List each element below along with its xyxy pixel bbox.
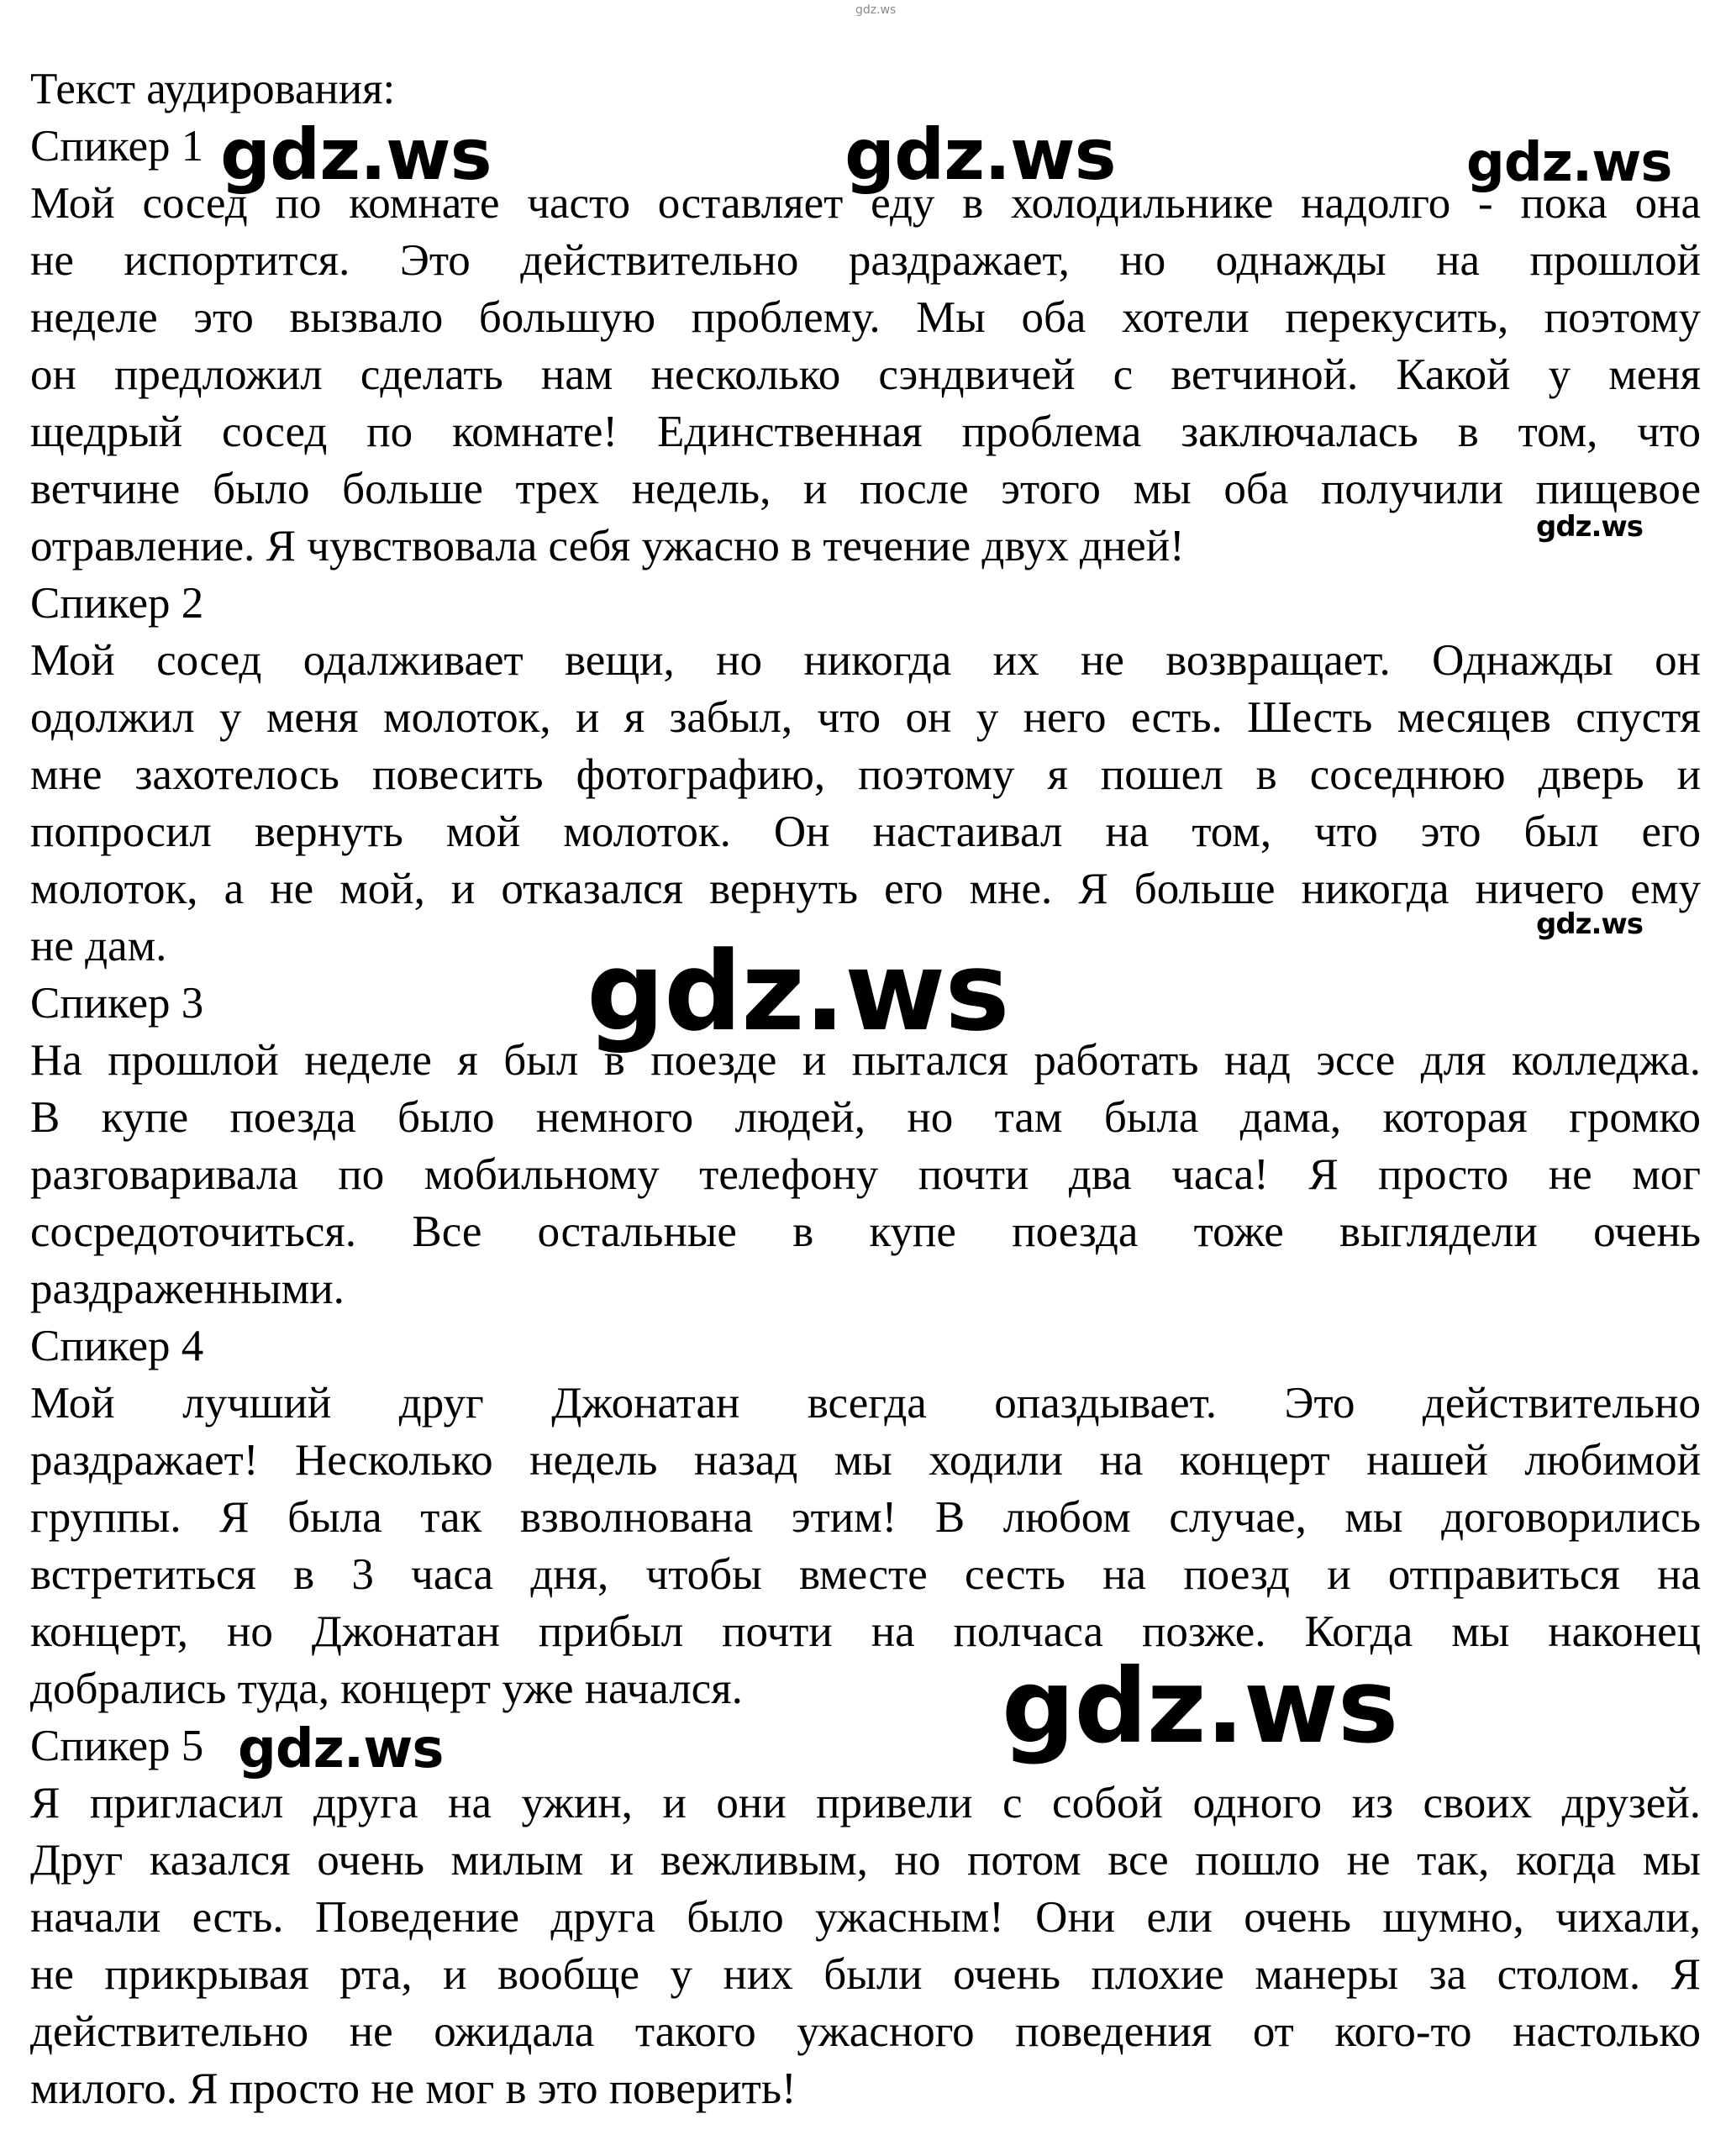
speaker-5-line: Друг казался очень милым и вежливым, но потом все пошло не так, когда мы bbox=[30, 1836, 1701, 1885]
speaker-1-line: ветчине было больше трех недель, и после этого мы оба получили пищевое bbox=[30, 465, 1701, 513]
speaker-5-line: не прикрывая рта, и вообще у них были очень плохие манеры за столом. Я bbox=[30, 1950, 1701, 1999]
speaker-2-line: молоток, а не мой, и отказался вернуть его мне. Я больше никогда ничего ему bbox=[30, 865, 1701, 913]
speaker-3-heading: Спикер 3 bbox=[30, 979, 204, 1028]
document-title: Текст аудирования: bbox=[30, 65, 396, 113]
speaker-4-heading: Спикер 4 bbox=[30, 1322, 204, 1370]
speaker-5-line: начали есть. Поведение друга было ужасным! Они ели очень шумно, чихали, bbox=[30, 1893, 1701, 1942]
speaker-5-line: Я пригласил друга на ужин, и они привели с собой одного из своих друзей. bbox=[30, 1779, 1701, 1827]
speaker-4-line: Мой лучший друг Джонатан всегда опаздывает. Это действительно bbox=[30, 1379, 1701, 1428]
watermark-text: gdz.ws bbox=[587, 928, 1009, 1055]
speaker-5-heading: Спикер 5 bbox=[30, 1722, 204, 1770]
speaker-2-line: попросил вернуть мой молоток. Он настаивал на том, что это был его bbox=[30, 807, 1701, 856]
speaker-2-line: не дам. bbox=[30, 922, 167, 970]
speaker-1-line: щедрый сосед по комнате! Единственная проблема заключалась в том, что bbox=[30, 408, 1701, 456]
speaker-3-line: разговаривала по мобильному телефону почти два часа! Я просто не мог bbox=[30, 1150, 1701, 1199]
watermark-text: gdz.ws bbox=[1002, 1647, 1398, 1766]
listening-transcript bbox=[30, 60, 1701, 2117]
speaker-5-line: милого. Я просто не мог в это поверить! bbox=[30, 2064, 797, 2113]
speaker-3-line: сосредоточиться. Все остальные в купе поезда тоже выглядели очень bbox=[30, 1207, 1701, 1256]
speaker-4-line: концерт, но Джонатан прибыл почти на полчаса позже. Когда мы наконец bbox=[30, 1607, 1701, 1656]
speaker-4-line: добрались туда, концерт уже начался. bbox=[30, 1664, 743, 1713]
speaker-4-line: группы. Я была так взволнована этим! В любом случае, мы договорились bbox=[30, 1493, 1701, 1542]
speaker-3-line: В купе поезда было немного людей, но там была дама, которая громко bbox=[30, 1093, 1701, 1142]
speaker-3-line: раздраженными. bbox=[30, 1265, 345, 1313]
speaker-2-line: мне захотелось повесить фотографию, поэтому я пошел в соседнюю дверь и bbox=[30, 750, 1701, 799]
speaker-1-line: Мой сосед по комнате часто оставляет еду в холодильнике надолго - пока она bbox=[30, 179, 1701, 228]
speaker-2-line: Мой сосед одалживает вещи, но никогда их не возвращает. Однажды он bbox=[30, 636, 1701, 685]
speaker-2-line: одолжил у меня молоток, и я забыл, что он у него есть. Шесть месяцев спустя bbox=[30, 693, 1701, 742]
watermark-text: gdz.ws bbox=[220, 113, 492, 196]
speaker-1-line: он предложил сделать нам несколько сэндвичей с ветчиной. Какой у меня bbox=[30, 350, 1701, 399]
speaker-1-line: не испортится. Это действительно раздражает, но однажды на прошлой bbox=[30, 236, 1701, 285]
watermark-text: gdz.ws bbox=[844, 113, 1116, 196]
watermark-text: gdz.ws bbox=[1536, 907, 1644, 941]
header-watermark: gdz.ws bbox=[855, 3, 897, 17]
watermark-text: gdz.ws bbox=[1466, 132, 1672, 194]
speaker-4-line: встретиться в 3 часа дня, чтобы вместе сесть на поезд и отправиться на bbox=[30, 1550, 1701, 1599]
speaker-3-line: На прошлой неделе я был в поезде и пытался работать над эссе для колледжа. bbox=[30, 1036, 1701, 1085]
speaker-1-line: отравление. Я чувствовала себя ужасно в течение двух дней! bbox=[30, 522, 1185, 571]
speaker-1-line: неделе это вызвало большую проблему. Мы оба хотели перекусить, поэтому bbox=[30, 293, 1701, 342]
watermark-text: gdz.ws bbox=[1536, 510, 1644, 544]
watermark-text: gdz.ws bbox=[238, 1718, 444, 1780]
speaker-5-line: действительно не ожидала такого ужасного поведения от кого-то настолько bbox=[30, 2007, 1701, 2056]
speaker-1-heading: Спикер 1 bbox=[30, 122, 204, 171]
speaker-2-heading: Спикер 2 bbox=[30, 579, 204, 628]
speaker-4-line: раздражает! Несколько недель назад мы ходили на концерт нашей любимой bbox=[30, 1436, 1701, 1485]
